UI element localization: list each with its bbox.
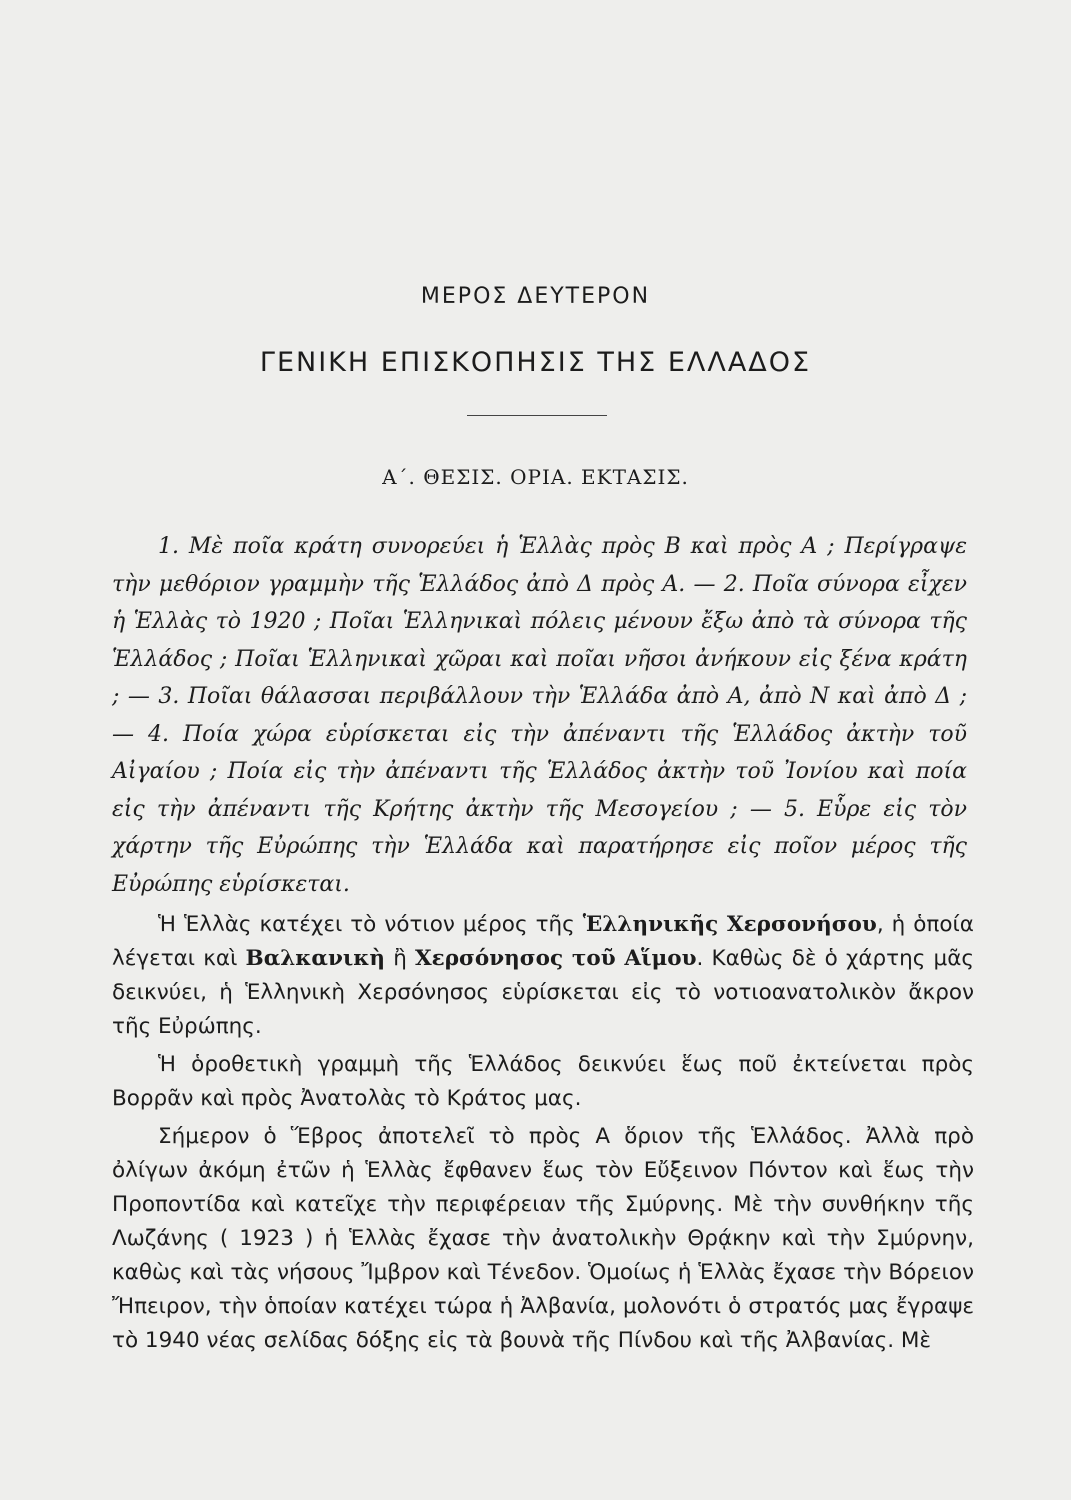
paragraph-1-part-d: ἢ xyxy=(385,946,415,971)
section-heading: Α΄. ΘΕΣΙΣ. ΟΡΙΑ. ΕΚΤΑΣΙΣ. xyxy=(382,465,689,489)
paragraph-1-part-e: . Καθὼς δὲ ὁ χάρτης μᾶς δεικνύει, ἡ Ἑλληνικὴ Χερσόνησος εὑρίσκεται εἰς τὸ νοτιοανατολικὸν ἄκρον τῆς Εὐρώπης. xyxy=(112,946,974,1039)
term-haemus-peninsula: Χερσόνησος τοῦ Αἵμου xyxy=(415,946,697,971)
chapter-title: ΓΕΝΙΚΗ ΕΠΙΣΚΟΠΗΣΙΣ ΤΗΣ ΕΛΛΑΔΟΣ xyxy=(259,347,812,378)
body-text xyxy=(112,908,974,1362)
paragraph-1-part-c: , ἡ ὁποία λέγεται καὶ xyxy=(112,912,974,971)
term-hellenic-peninsula: Ἑλληνικῆς Χερσονήσου xyxy=(582,912,877,937)
paragraph-1 xyxy=(112,908,974,1044)
paragraph-3: Σήμερον ὁ Ἕβρος ἀποτελεῖ τὸ πρὸς Α ὅριον τῆς Ἑλλάδος. Ἀλλὰ πρὸ ὀλίγων ἀκόμη ἐτῶν ἡ Ἑλλὰς ἔφθανεν ἕως τὸν Εὔξεινον Πόντον καὶ ἕως τὴν Προποντίδα καὶ κατεῖχε τὴν περιφέρειαν τῆς Σμύρνης. Μὲ τὴν συνθήκην τῆς Λωζάνης ( 1923 ) ἡ Ἑλλὰς ἔχασε τὴν ἀνατολικὴν Θρᾴκην καὶ τὴν Σμύρνην, καθὼς καὶ τὰς νήσους Ἴμβρον καὶ Τένεδον. Ὁμοίως ἡ Ἑλλὰς ἔχασε τὴν Βόρειον Ἤπειρον, τὴν ὁποίαν κατέχει τώρα ἡ Ἀλβανία, μολονότι ὁ στρατός μας ἔγραψε τὸ 1940 νέας σελίδας δόξης εἰς τὰ βουνὰ τῆς Πίνδου καὶ τῆς Ἀλβανίας. Μὲ xyxy=(112,1124,974,1353)
title-divider xyxy=(467,415,607,416)
part-heading: ΜΕΡΟΣ ΔΕΥΤΕΡΟΝ xyxy=(420,284,651,309)
paragraph-1-part-a: Ἡ Ἑλλὰς κατέχει τὸ νότιον μέρος τῆς xyxy=(158,912,583,937)
term-balkan: Βαλκανικὴ xyxy=(245,946,386,971)
paragraph-2: Ἡ ὁροθετικὴ γραμμὴ τῆς Ἑλλάδος δεικνύει ἕως ποῦ ἐκτείνεται πρὸς Βορρᾶν καὶ πρὸς Ἀνατολὰς τὸ Κράτος μας. xyxy=(112,1052,974,1111)
review-questions xyxy=(112,528,967,903)
questions-text: 1. Μὲ ποῖα κράτη συνορεύει ἡ Ἑλλὰς πρὸς Β καὶ πρὸς Α ; Περίγραψε τὴν μεθόριον γραμμὴν τῆς Ἑλλάδος ἀπὸ Δ πρὸς Α. — 2. Ποῖα σύνορα εἶχεν ἡ Ἑλλὰς τὸ 1920 ; Ποῖαι Ἑλληνικαὶ πόλεις μένουν ἔξω ἀπὸ τὰ σύνορα τῆς Ἑλλάδος ; Ποῖαι Ἑλληνικαὶ χῶραι καὶ ποῖαι νῆσοι ἀνήκουν εἰς ξένα κράτη ; — 3. Ποῖαι θάλασσαι περιβάλλουν τὴν Ἑλλάδα ἀπὸ Α, ἀπὸ Ν καὶ ἀπὸ Δ ; — 4. Ποία χώρα εὑρίσκεται εἰς τὴν ἀπέναντι τῆς Ἑλλάδος ἀκτὴν τοῦ Αἰγαίου ; Ποία εἰς τὴν ἀπέναντι τῆς Ἑλλάδος ἀκτὴν τοῦ Ἰονίου καὶ ποία εἰς τὴν ἀπέναντι τῆς Κρήτης ἀκτὴν τῆς Μεσογείου ; — 5. Εὗρε εἰς τὸν χάρτην τῆς Εὐρώπης τὴν Ἑλλάδα καὶ παρατήρησε εἰς ποῖον μέρος τῆς Εὐρώπης εὑρίσκεται. xyxy=(112,534,967,897)
